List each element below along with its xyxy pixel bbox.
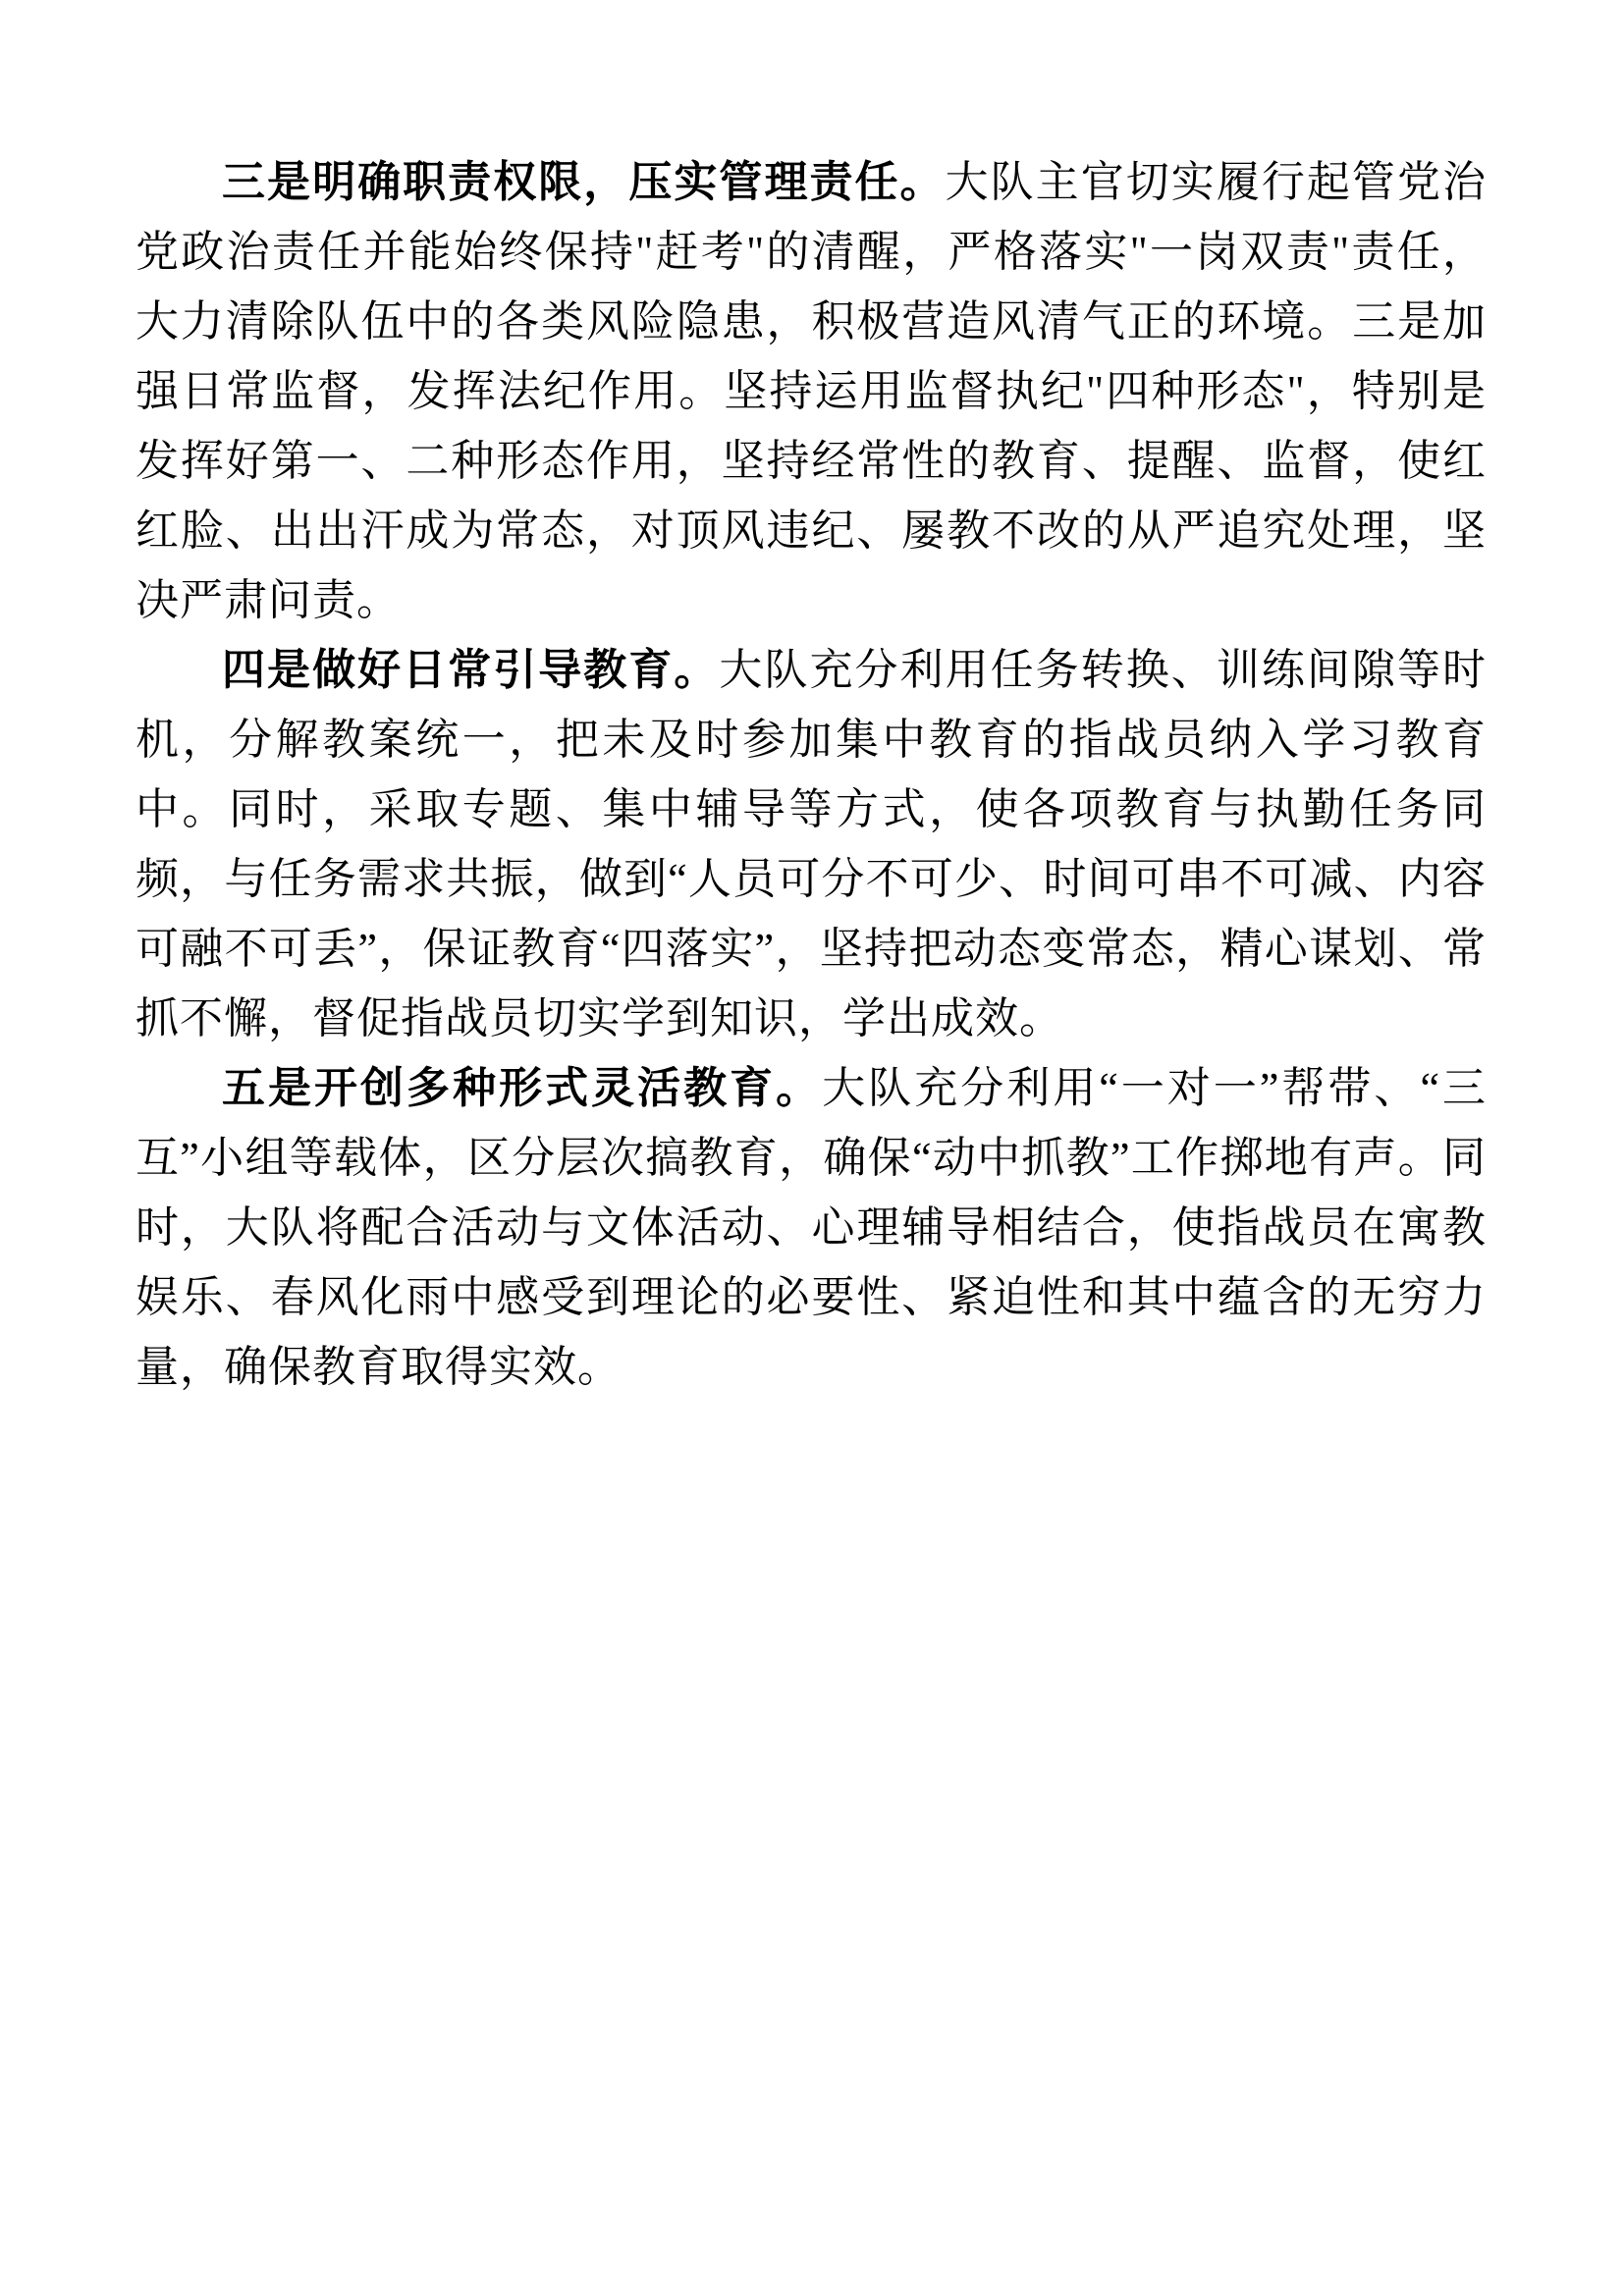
paragraph-3	[135, 1053, 1487, 1402]
document-body	[135, 147, 1487, 1402]
paragraph-1-text: 大队主官切实履行起管党治党政治责任并能始终保持"赶考"的清醒，严格落实"一岗双责"责任，大力清除队伍中的各类风险隐患，积极营造风清气正的环境。三是加强日常监督，发挥法纪作用。坚持运用监督执纪"四种形态"，特别是发挥好第一、二种形态作用，坚持经常性的教育、提醒、监督，使红红脸、出出汗成为常态，对顶风违纪、屡教不改的从严追究处理，坚决严肃问责。	[135, 158, 1488, 624]
paragraph-1-lead: 三是明确职责权限，压实管理责任。	[222, 158, 946, 206]
paragraph-2-lead: 四是做好日常引导教育。	[222, 646, 720, 694]
paragraph-2	[135, 635, 1487, 1053]
paragraph-3-text: 大队充分利用“一对一”帮带、“三互”小组等载体，区分层次搞教育，确保“动中抓教”工作掷地有声。同时，大队将配合活动与文体活动、心理辅导相结合，使指战员在寓教娱乐、春风化雨中感受到理论的必要性、紧迫性和其中蕴含的无穷力量，确保教育取得实效。	[135, 1064, 1487, 1391]
paragraph-2-text: 大队充分利用任务转换、训练间隙等时机，分解教案统一，把未及时参加集中教育的指战员纳入学习教育中。同时，采取专题、集中辅导等方式，使各项教育与执勤任务同频，与任务需求共振，做到“人员可分不可少、时间可串不可减、内容可融不可丢”，保证教育“四落实”，坚持把动态变常态，精心谋划、常抓不懈，督促指战员切实学到知识，学出成效。	[135, 646, 1488, 1042]
paragraph-1	[135, 147, 1487, 635]
paragraph-3-lead: 五是开创多种形式灵活教育。	[222, 1064, 823, 1112]
